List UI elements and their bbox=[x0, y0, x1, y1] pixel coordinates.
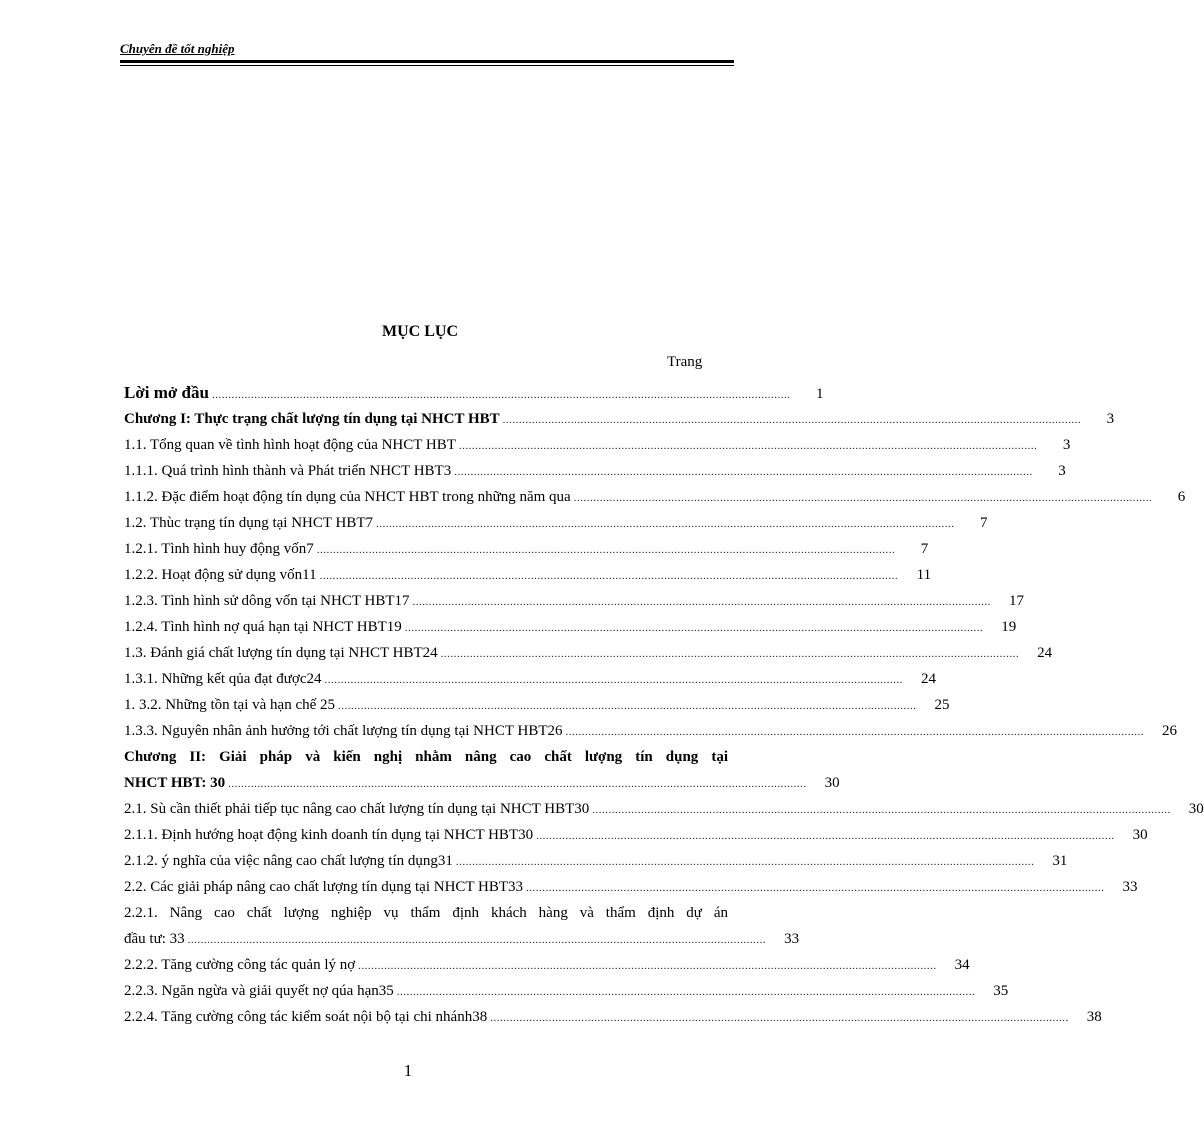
toc-entry[interactable] bbox=[124, 381, 824, 405]
toc-entry-page: 30 bbox=[1188, 801, 1204, 817]
toc-entry[interactable] bbox=[124, 1005, 1102, 1029]
toc-title: MỤC LỤC bbox=[382, 323, 458, 340]
toc-entry-page: 26 bbox=[1162, 723, 1177, 739]
toc-entry[interactable] bbox=[124, 875, 1138, 899]
toc-leader: .................................................................................................................................................................................. bbox=[404, 622, 984, 634]
toc-leader: .................................................................................................................................................................................. bbox=[440, 648, 1020, 660]
toc-leader: .................................................................................................................................................................................. bbox=[228, 778, 807, 790]
toc-entry-page: 33 bbox=[784, 931, 800, 947]
toc-entry-page: 3 bbox=[1058, 463, 1066, 479]
toc-entry[interactable] bbox=[124, 901, 728, 925]
toc-entry[interactable] bbox=[124, 849, 1068, 873]
toc-entry-label: 1.3.3. Nguyên nhân ảnh hưởng tới chất lượng tín dụng tại NHCT HBT26 bbox=[124, 723, 563, 739]
header-rule-thick bbox=[120, 60, 734, 63]
toc-entry-page: 24 bbox=[1037, 645, 1053, 661]
toc-leader: .................................................................................................................................................................................. bbox=[316, 544, 896, 556]
toc-entry-page: 25 bbox=[934, 697, 950, 713]
toc-entry[interactable] bbox=[124, 641, 1053, 665]
toc-entry-label: 1.2.3. Tình hình sử dông vốn tại NHCT HBT17 bbox=[124, 593, 410, 609]
toc-entry-label: 1.3. Đánh giá chất lượng tín dụng tại NHCT HBT24 bbox=[124, 645, 438, 661]
toc-leader: .................................................................................................................................................................................. bbox=[502, 414, 1082, 426]
running-header bbox=[120, 40, 734, 58]
toc-leader: .................................................................................................................................................................................. bbox=[338, 700, 917, 712]
toc-entry-label: 1.1.2. Đặc điểm hoạt động tín dụng của NHCT HBT trong những năm qua bbox=[124, 489, 571, 505]
toc-entry-page: 31 bbox=[1052, 853, 1068, 869]
toc-entry-label: 1.2.4. Tình hình nợ quá hạn tại NHCT HBT19 bbox=[124, 619, 402, 635]
toc-leader: .................................................................................................................................................................................. bbox=[565, 726, 1144, 738]
toc-entry[interactable] bbox=[124, 953, 970, 977]
toc-entry-page: 6 bbox=[1177, 489, 1186, 505]
toc-entry-page: 19 bbox=[1001, 619, 1017, 635]
toc-entry-label: 2.1.2. ý nghĩa của việc nâng cao chất lượng tín dụng31 bbox=[124, 853, 453, 869]
header-rule-thin bbox=[120, 65, 734, 66]
page-number: 1 bbox=[403, 1061, 413, 1080]
toc-entry-continued[interactable] bbox=[124, 927, 800, 951]
toc-leader: .................................................................................................................................................................................. bbox=[376, 518, 955, 530]
toc-entry-label: Lời mở đầu bbox=[124, 383, 209, 402]
toc-entry-page: 34 bbox=[954, 957, 970, 973]
toc-entry-page: 3 bbox=[1106, 411, 1115, 427]
toc-leader: .................................................................................................................................................................................. bbox=[319, 570, 899, 582]
toc-entry[interactable] bbox=[124, 485, 1186, 509]
toc-entry-label: 2.1. Sù cần thiết phải tiếp tục nâng cao chất lượng tín dụng tại NHCT HBT30 bbox=[124, 801, 590, 817]
toc-leader: .................................................................................................................................................................................. bbox=[592, 804, 1171, 816]
toc-leader: .................................................................................................................................................................................. bbox=[358, 960, 937, 972]
toc-entry-label: 2.2.2. Tăng cường công tác quản lý nợ bbox=[124, 957, 356, 973]
toc-entry-page: 38 bbox=[1086, 1009, 1102, 1025]
toc-entry-page: 33 bbox=[1122, 879, 1138, 895]
toc-entry[interactable] bbox=[124, 589, 1024, 613]
toc-entry[interactable] bbox=[124, 537, 929, 561]
toc-entry[interactable] bbox=[124, 979, 1009, 1003]
toc-leader: .................................................................................................................................................................................. bbox=[324, 674, 903, 686]
toc-leader: .................................................................................................................................................................................. bbox=[526, 882, 1105, 894]
toc-entry-page: 7 bbox=[980, 515, 988, 531]
toc-entry-page: 11 bbox=[916, 567, 932, 583]
toc-entry-label: NHCT HBT: 30 bbox=[124, 775, 226, 791]
toc-leader: .................................................................................................................................................................................. bbox=[458, 440, 1038, 452]
toc-entry-label: 2.2.4. Tăng cường công tác kiểm soát nội bộ tại chi nhánh38 bbox=[124, 1009, 488, 1025]
toc-entry-chapter[interactable] bbox=[124, 745, 728, 769]
toc-entry[interactable] bbox=[124, 615, 1017, 639]
toc-entry[interactable] bbox=[124, 823, 1148, 847]
toc-entry-page: 1 bbox=[815, 386, 824, 402]
toc-leader: .................................................................................................................................................................................. bbox=[490, 1012, 1069, 1024]
toc-entry-label: 1.1.1. Quá trình hình thành và Phát triển NHCT HBT3 bbox=[124, 463, 452, 479]
toc-entry-label: 1.1. Tổng quan về tình hình hoạt động của NHCT HBT bbox=[124, 437, 456, 453]
toc-entry-chapter[interactable] bbox=[124, 407, 1115, 431]
toc-entry-chapter-continued[interactable] bbox=[124, 771, 840, 795]
toc-entry-label: 1.2.1. Tình hình huy động vốn7 bbox=[124, 541, 314, 557]
toc-leader: .................................................................................................................................................................................. bbox=[211, 389, 791, 401]
toc-leader: .................................................................................................................................................................................. bbox=[536, 830, 1115, 842]
toc-entry-page: 24 bbox=[921, 671, 936, 687]
toc-entry[interactable] bbox=[124, 433, 1071, 457]
toc-entry-page: 7 bbox=[920, 541, 929, 557]
toc-entry-label: 2.1.1. Định hướng hoạt động kinh doanh tín dụng tại NHCT HBT30 bbox=[124, 827, 534, 843]
toc-entry-label: 2.2.1. Nâng cao chất lượng nghiệp vụ thẩm định khách hàng và thẩm định dự án bbox=[124, 905, 728, 921]
toc-entry-label: 1.2. Thùc trạng tín dụng tại NHCT HBT7 bbox=[124, 515, 374, 531]
toc-entry[interactable] bbox=[124, 563, 932, 587]
toc-entry[interactable] bbox=[124, 511, 988, 535]
toc-entry-label: 2.2.3. Ngăn ngừa và giải quyết nợ qúa hạn35 bbox=[124, 983, 394, 999]
toc-entry-label: 1.2.2. Hoạt động sử dụng vốn11 bbox=[124, 567, 317, 583]
toc-entry-page: 3 bbox=[1062, 437, 1071, 453]
toc-page-column-label: Trang bbox=[667, 354, 703, 370]
toc-entry-label: 1. 3.2. Những tồn tại và hạn chế 25 bbox=[124, 697, 336, 713]
toc-entry-label: Chương II: Giải pháp và kiến nghị nhằm nâng cao chất lượng tín dụng tại bbox=[124, 749, 728, 765]
toc-entry[interactable] bbox=[124, 719, 1177, 743]
toc-leader: .................................................................................................................................................................................. bbox=[396, 986, 976, 998]
toc-entry-label: đầu tư: 33 bbox=[124, 931, 185, 947]
toc-entry[interactable] bbox=[124, 667, 936, 691]
toc-entry[interactable] bbox=[124, 693, 950, 717]
toc-entry-label: 2.2. Các giải pháp nâng cao chất lượng tín dụng tại NHCT HBT33 bbox=[124, 879, 524, 895]
toc-entry[interactable] bbox=[124, 459, 1066, 483]
toc-entry-page: 30 bbox=[1132, 827, 1148, 843]
toc-leader: .................................................................................................................................................................................. bbox=[573, 492, 1153, 504]
toc-leader: .................................................................................................................................................................................. bbox=[455, 856, 1035, 868]
toc-leader: .................................................................................................................................................................................. bbox=[187, 934, 767, 946]
toc-entry-label: 1.3.1. Những kết qủa đạt được24 bbox=[124, 671, 322, 687]
toc-entry-page: 30 bbox=[824, 775, 840, 791]
toc-leader: .................................................................................................................................................................................. bbox=[412, 596, 991, 608]
header-title: Chuyên đề tốt nghiệp bbox=[120, 41, 235, 56]
toc-entry-label: Chương I: Thực trạng chất lượng tín dụng tại NHCT HBT bbox=[124, 411, 500, 427]
toc-entry-page: 35 bbox=[993, 983, 1009, 999]
toc-entry-page: 17 bbox=[1009, 593, 1024, 609]
toc-leader: .................................................................................................................................................................................. bbox=[454, 466, 1033, 478]
toc-entry[interactable] bbox=[124, 797, 1204, 821]
